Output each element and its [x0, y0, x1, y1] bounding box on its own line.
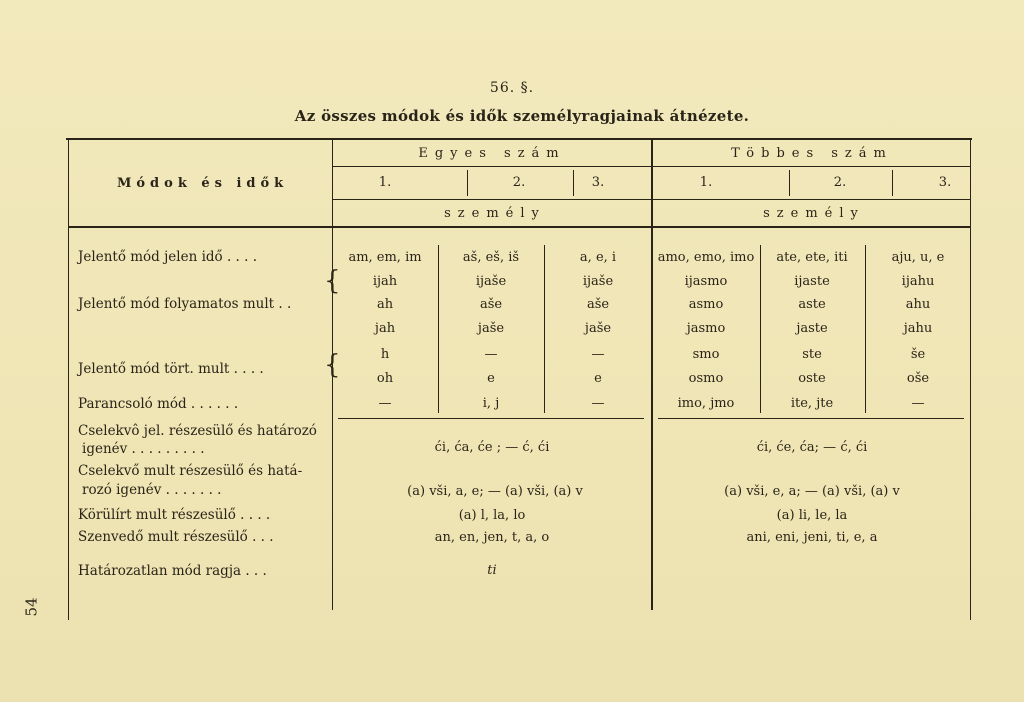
cell-imp-p3: — — [911, 396, 925, 411]
cell-circ-sing: (a) l, la, lo — [458, 508, 526, 523]
cell-present-p1: amo, emo, imo — [657, 250, 755, 265]
label-active-present-1: Cselekvô jel. részesülő és határozó — [78, 423, 317, 439]
cell-past-a-p2: ste — [802, 347, 822, 362]
cell-present-s3: a, e, i — [579, 250, 617, 265]
header-p2: 2. — [833, 175, 847, 190]
header-singular: Egyes szám — [418, 146, 566, 161]
header-p1: 1. — [699, 175, 713, 190]
cell-cont-b-p1: asmo — [688, 297, 724, 312]
cell-cont-c-p3: jahu — [903, 321, 933, 336]
body-sep-p23 — [865, 245, 866, 413]
sep-rule-plur — [658, 418, 964, 419]
cell-cont-b-s2: aše — [479, 297, 503, 312]
cell-cont-c-s2: jaše — [477, 321, 505, 336]
header-s1: 1. — [378, 175, 392, 190]
header-p3: 3. — [938, 175, 952, 190]
section-number: 56. §. — [489, 80, 535, 96]
cell-past-b-s3: e — [594, 371, 602, 386]
header-bottom-rule — [68, 226, 970, 228]
sep-rule-sing — [338, 418, 644, 419]
header-s2: 2. — [512, 175, 526, 190]
header-plural: Többes szám — [731, 146, 893, 161]
page-number: 54 — [22, 597, 41, 617]
sep-p12 — [789, 170, 790, 196]
table-right-rule — [970, 140, 971, 620]
label-active-present-2: igenév . . . . . . . . . — [82, 441, 205, 457]
cell-present-s1: am, em, im — [348, 250, 422, 265]
sep-p23 — [892, 170, 893, 196]
cell-imp-p2: ite, jte — [790, 396, 834, 411]
cell-infinitive-sing: ti — [487, 563, 497, 578]
cell-cont-a-p1: ijasmo — [684, 274, 728, 289]
sep-s12 — [467, 170, 468, 196]
header-person-sing: személy — [444, 206, 546, 221]
cell-imp-s2: i, j — [482, 396, 500, 411]
cell-cont-a-p2: ijaste — [794, 274, 830, 289]
cell-past-a-p3: še — [910, 347, 926, 362]
brace-continuous: { — [324, 266, 341, 296]
table-top-rule — [66, 138, 972, 140]
cell-past-a-p1: smo — [692, 347, 720, 362]
body-sep-s23 — [544, 245, 545, 413]
header-rule-2 — [332, 199, 970, 200]
cell-cont-a-p3: ijahu — [901, 274, 935, 289]
label-past: Jelentő mód tört. mult . . . . — [78, 361, 264, 377]
cell-past-b-p2: oste — [798, 371, 826, 386]
label-circumscribed: Körülírt mult részesülő . . . . — [78, 507, 271, 523]
cell-active-past-plur: (a) vši, e, a; — (a) vši, (a) v — [724, 484, 900, 499]
cell-cont-a-s1: ijah — [372, 274, 398, 289]
cell-cont-b-s1: ah — [376, 297, 394, 312]
cell-imp-s3: — — [591, 396, 605, 411]
cell-active-present-plur: ći, će, ća; — ć, ći — [756, 440, 868, 455]
sep-s23 — [573, 170, 574, 196]
cell-cont-c-s1: jah — [374, 321, 396, 336]
header-modes-times: Módok és idők — [117, 176, 289, 191]
label-continuous: Jelentő mód folyamatos mult . . — [78, 296, 292, 312]
cell-passive-sing: an, en, jen, t, a, o — [434, 530, 550, 545]
label-active-past-1: Cselekvő mult részesülő és hatá- — [78, 463, 303, 479]
cell-cont-c-p2: jaste — [796, 321, 828, 336]
cell-past-b-p3: oše — [906, 371, 930, 386]
cell-circ-plur: (a) li, le, la — [776, 508, 848, 523]
cell-past-b-s2: e — [487, 371, 495, 386]
brace-past: { — [324, 350, 341, 380]
cell-active-present-sing: ći, ća, će ; — ć, ći — [434, 440, 550, 455]
cell-active-past-sing: (a) vši, a, e; — (a) vši, (a) v — [407, 484, 583, 499]
cell-imp-s1: — — [378, 396, 392, 411]
cell-cont-c-p1: jasmo — [686, 321, 726, 336]
cell-cont-c-s3: jaše — [584, 321, 612, 336]
cell-cont-a-s2: ijaše — [475, 274, 507, 289]
page-title: Az összes módok és idők személyragjainak átnézete. — [294, 107, 750, 125]
header-s3: 3. — [591, 175, 605, 190]
label-imperative: Parancsoló mód . . . . . . — [78, 396, 239, 412]
cell-cont-a-s3: ijaše — [582, 274, 614, 289]
col-divider-numbers — [651, 140, 653, 610]
cell-cont-b-s3: aše — [586, 297, 610, 312]
header-person-plur: személy — [763, 206, 865, 221]
header-rule-1 — [332, 166, 970, 167]
cell-past-b-s1: oh — [376, 371, 394, 386]
cell-present-s2: aš, eš, iš — [462, 250, 520, 265]
cell-past-b-p1: osmo — [688, 371, 724, 386]
cell-imp-p1: imo, jmo — [677, 396, 735, 411]
cell-past-a-s1: h — [380, 347, 390, 362]
cell-cont-b-p3: ahu — [905, 297, 931, 312]
label-active-past-2: rozó igenév . . . . . . . — [82, 482, 222, 498]
body-sep-s12 — [438, 245, 439, 413]
cell-cont-b-p2: aste — [798, 297, 826, 312]
cell-passive-plur: ani, eni, jeni, ti, e, a — [746, 530, 878, 545]
label-infinitive: Határozatlan mód ragja . . . — [78, 563, 267, 579]
cell-present-p2: ate, ete, iti — [776, 250, 848, 265]
label-present: Jelentő mód jelen idő . . . . — [78, 249, 257, 265]
label-passive: Szenvedő mult részesülő . . . — [78, 529, 274, 545]
cell-past-a-s2: — — [484, 347, 498, 362]
cell-present-p3: aju, u, e — [891, 250, 945, 265]
table-left-rule — [68, 140, 69, 620]
cell-past-a-s3: — — [591, 347, 605, 362]
body-sep-p12 — [760, 245, 761, 413]
